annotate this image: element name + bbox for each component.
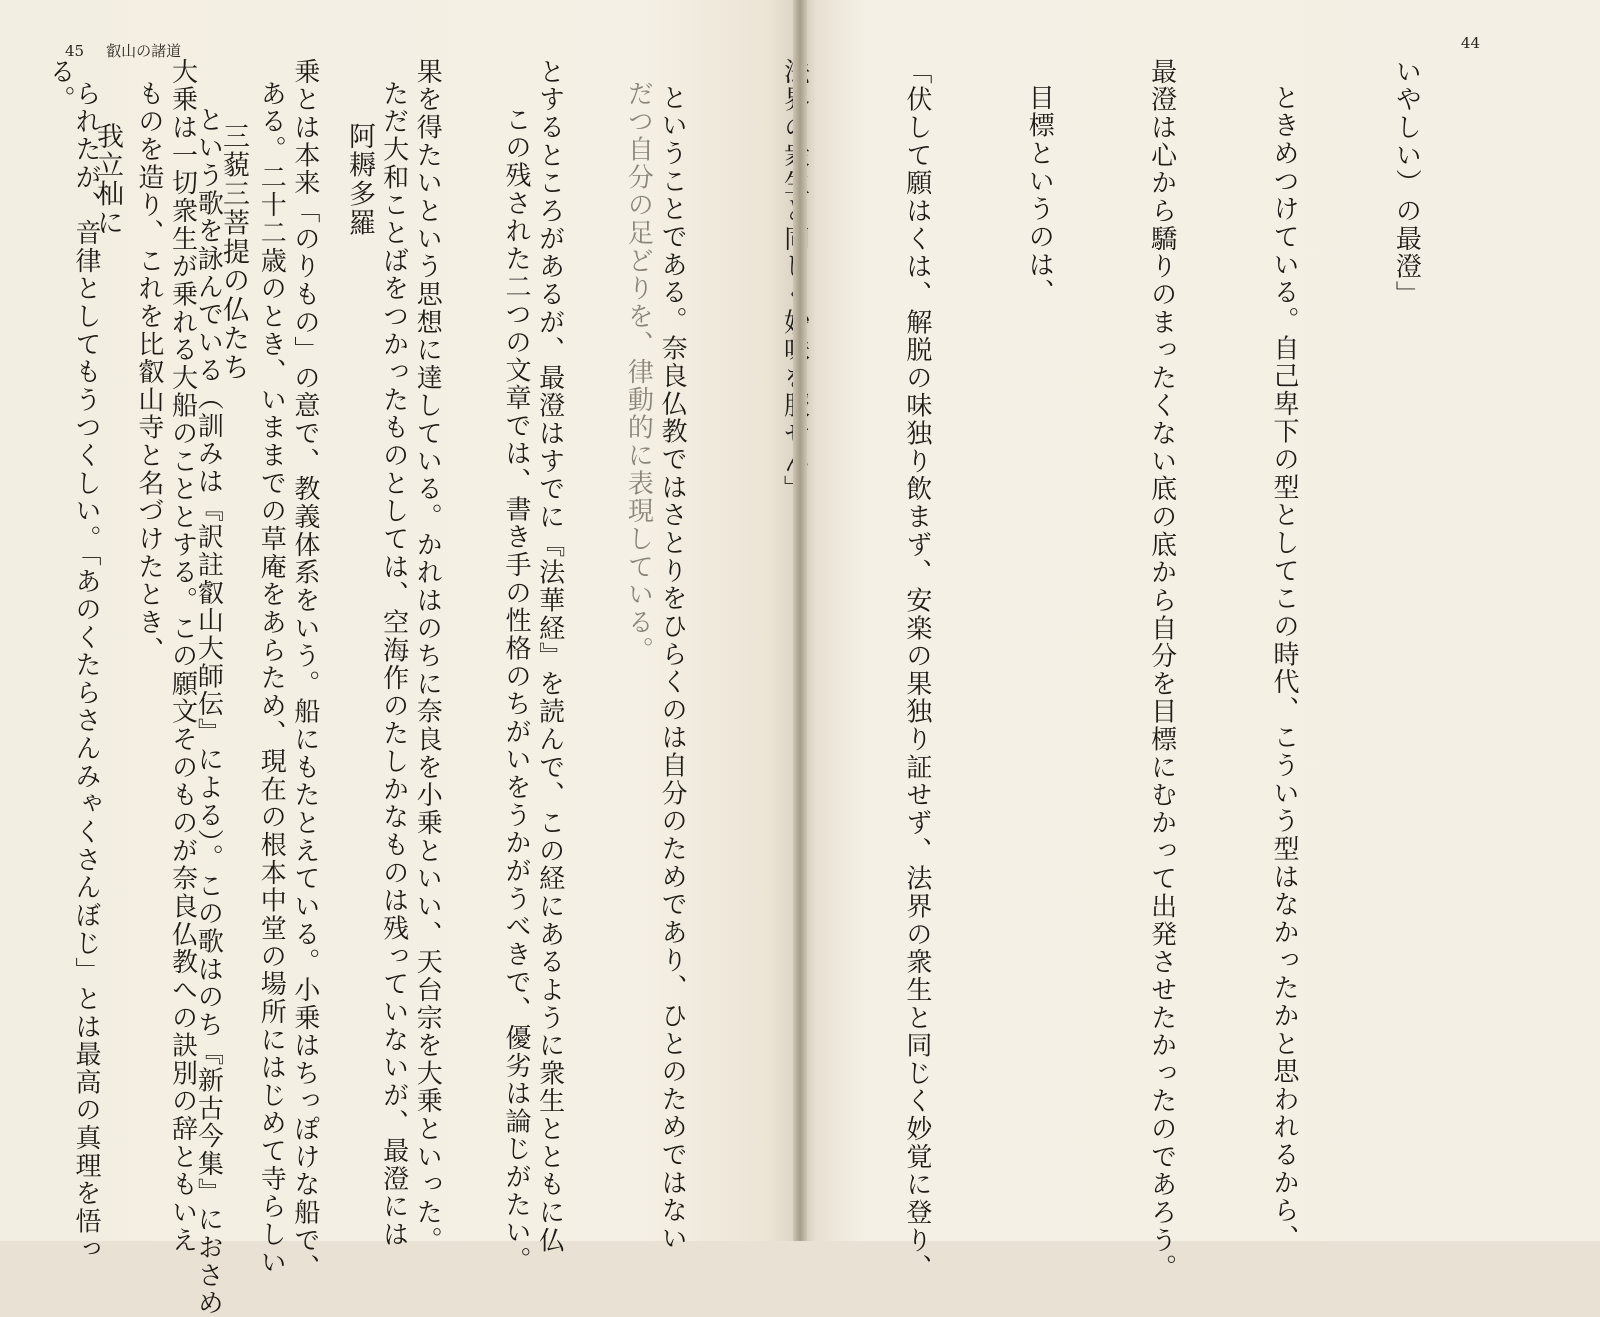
text-column: いやしい）の最澄」 [1391, 58, 1422, 309]
running-head-title: 叡山の諸道 [106, 42, 182, 60]
left-page-number: 45 [65, 42, 85, 60]
poem-line: 三藐三菩提の仏たち [218, 122, 249, 383]
poem-line: 我立杣に [92, 122, 123, 238]
text-column: とするところがあるが、最澄はすでに『法華経』を読んで、この経にあるように衆生とともに仏 [534, 58, 565, 1255]
text-column: られたが、音律としてもうつくしい。「あのくたらさんみゃくさんぼじ」とは最高の真理を悟っ [71, 80, 102, 1264]
text-column: だつ自分の足どりを、律動的に表現している。 [623, 80, 654, 665]
text-column: ものを造り、これを比叡山寺と名づけたとき、 [133, 80, 164, 665]
poem-line: 阿耨多羅 [344, 122, 375, 238]
text-column: 「伏して願はくは、解脱の味独り飲まず、安楽の果独り証せず、法界の衆生と同じく妙覚に登り、 [901, 58, 932, 1283]
right-prose [0, 58, 1508, 1317]
text-column: 果を得たいという思想に達している。かれはのちに奈良を小乗といい、天台宗を大乗といった。 [412, 58, 443, 1255]
text-column: ときめつけている。自己卑下の型としてこの時代、こういう型はなかったかと思われるから、 [1269, 84, 1300, 1253]
text-column: ある。二十二歳のとき、いままでの草庵をあらため、現在の根本中堂の場所にはじめて寺らしい [256, 80, 287, 1277]
text-column: この残された二つの文章では、書き手の性格のちがいをうかがうべきで、優劣は論じがたい。 [501, 106, 532, 1275]
right-page-number: 44 [1460, 34, 1480, 52]
text-column: 目標というのは、 [1024, 84, 1055, 307]
text-column: 最澄は心から驕りのまったくない底の底から自分を目標にむかって出発させたかったのであろう。 [1146, 58, 1177, 1283]
text-column: る。 [45, 58, 76, 114]
text-column: という歌を詠んでいる（訓みは『訳註叡山大師伝』による）。この歌はのち『新古今集』におさめ [193, 106, 224, 1317]
text-column: ということである。奈良仏教ではさとりをひらくのは自分のためであり、ひとのためではない [657, 84, 688, 1253]
text-column: 乗とは本来「のりもの」の意で、教義体系をいう。船にもたとえている。小乗はちっぽけな船で、 [289, 58, 320, 1283]
text-column: 大乗は一切衆生が乗れる大船のこととする。この願文そのものが奈良仏教への訣別の辞ともいえ [167, 58, 198, 1255]
text-column: ただ大和ことばをつかったものとしては、空海作のたしかなものは残っていないが、最澄には [378, 80, 409, 1249]
book-gutter [793, 0, 807, 1241]
